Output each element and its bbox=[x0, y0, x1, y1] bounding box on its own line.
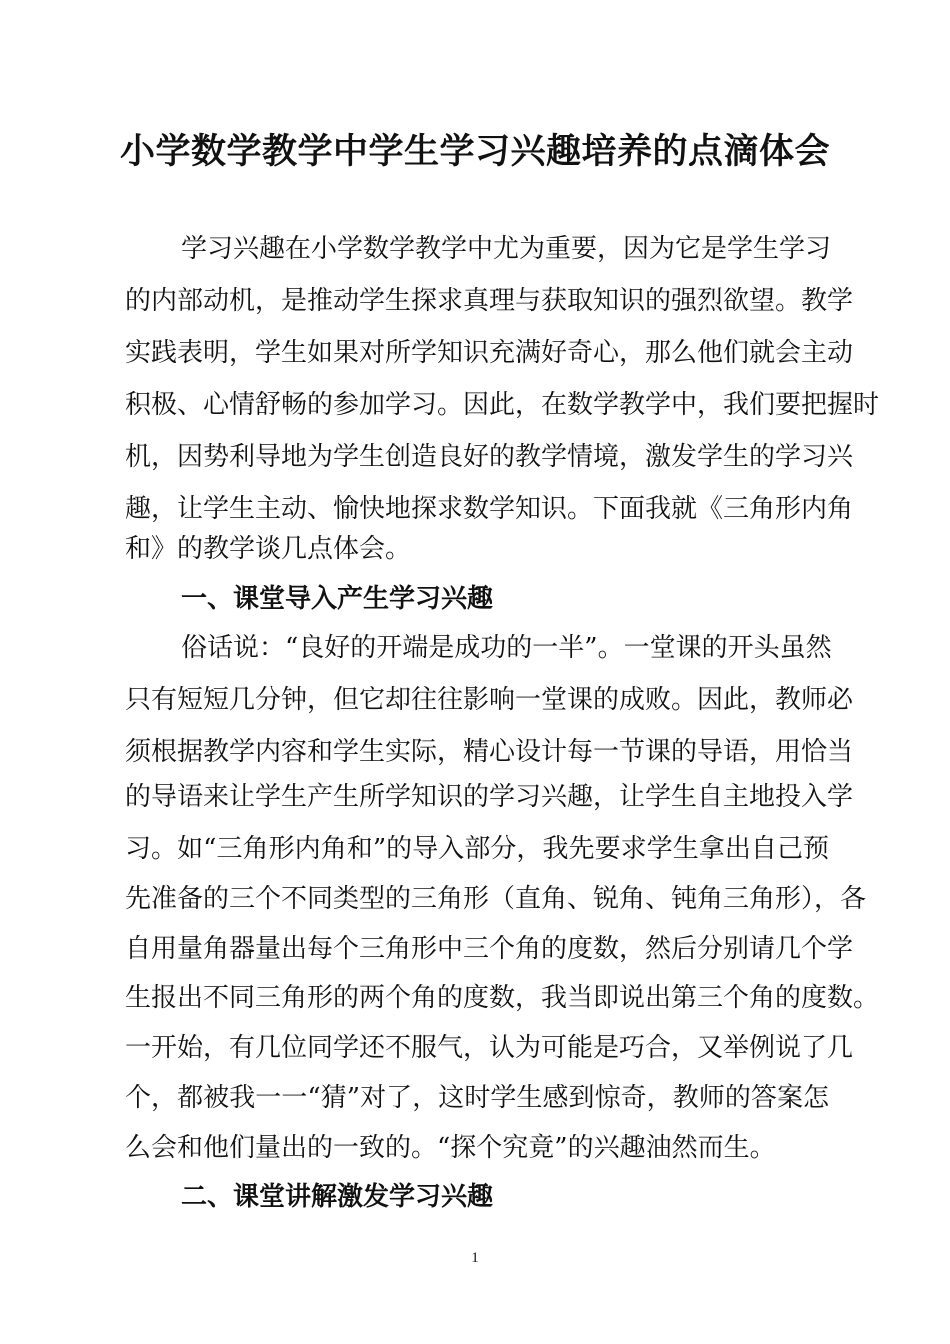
paragraph-line: 自用量角器量出每个三角形中三个角的度数，然后分别请几个学 bbox=[125, 934, 854, 964]
paragraph-line: 先准备的三个不同类型的三角形（直角、锐角、钝角三角形），各 bbox=[125, 884, 867, 914]
intro-line: 积极、心情舒畅的参加学习。因此，在数学教学中，我们要把握时 bbox=[125, 390, 880, 420]
paragraph-line: 一开始，有几位同学还不服气，认为可能是巧合，又举例说了几 bbox=[125, 1033, 854, 1063]
intro-line: 实践表明，学生如果对所学知识充满好奇心，那么他们就会主动 bbox=[125, 338, 854, 368]
paragraph-line: 的导语来让学生产生所学知识的学习兴趣，让学生自主地投入学 bbox=[125, 782, 854, 812]
paragraph-line: 习。如“三角形内角和”的导入部分，我先要求学生拿出自己预 bbox=[125, 834, 829, 864]
intro-line: 趣，让学生主动、愉快地探求数学知识。下面我就《三角形内角 bbox=[125, 494, 854, 524]
document-title: 小学数学教学中学生学习兴趣培养的点滴体会 bbox=[119, 131, 830, 172]
page-number: 1 bbox=[471, 1250, 479, 1266]
section-heading: 一、课堂导入产生学习兴趣 bbox=[181, 584, 494, 614]
paragraph-line: 生报出不同三角形的两个角的度数，我当即说出第三个角的度数。 bbox=[125, 983, 880, 1013]
paragraph-line: 须根据教学内容和学生实际，精心设计每一节课的导语，用恰当 bbox=[125, 737, 854, 767]
intro-line: 学习兴趣在小学数学教学中尤为重要，因为它是学生学习 bbox=[181, 234, 832, 264]
paragraph-line: 么会和他们量出的一致的。“探个究竟”的兴趣油然而生。 bbox=[125, 1133, 776, 1163]
section-heading: 二、课堂讲解激发学习兴趣 bbox=[181, 1182, 494, 1212]
paragraph-line: 只有短短几分钟，但它却往往影响一堂课的成败。因此，教师必 bbox=[125, 685, 854, 715]
intro-line: 机，因势利导地为学生创造良好的教学情境，激发学生的学习兴 bbox=[125, 442, 854, 472]
paragraph-line: 个，都被我一一“猜”对了，这时学生感到惊奇，教师的答案怎 bbox=[125, 1083, 829, 1113]
intro-line: 和》的教学谈几点体会。 bbox=[125, 534, 412, 564]
paragraph-line: 俗话说：“良好的开端是成功的一半”。一堂课的开头虽然 bbox=[181, 633, 832, 663]
intro-line: 的内部动机，是推动学生探求真理与获取知识的强烈欲望。教学 bbox=[125, 286, 854, 316]
